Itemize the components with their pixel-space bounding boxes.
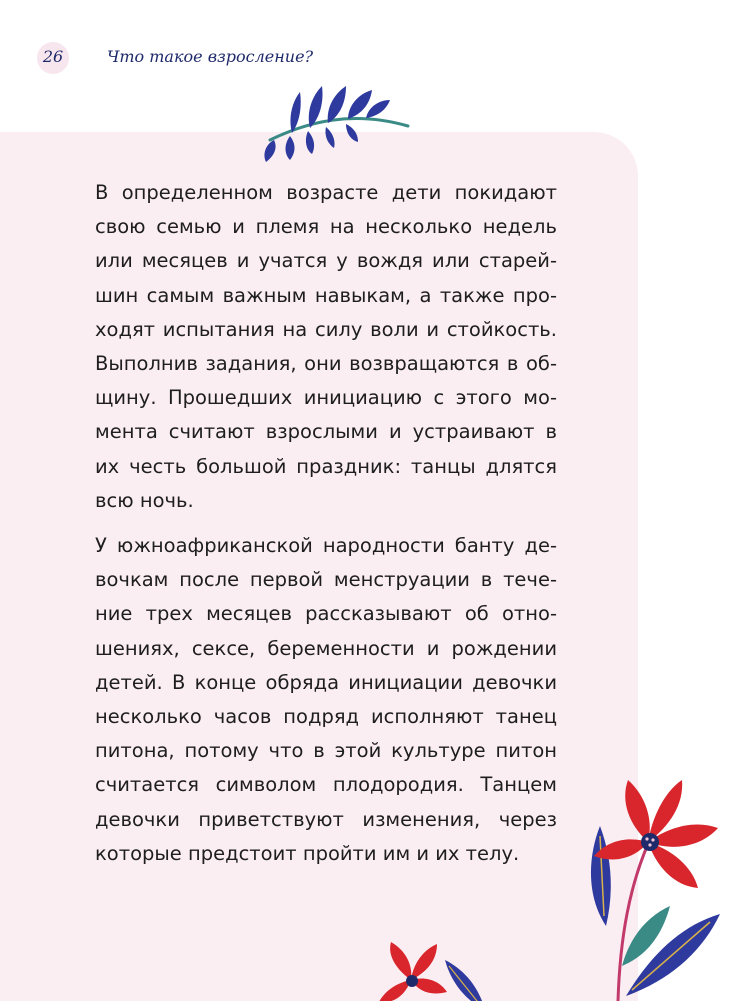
page-number: 26 — [42, 47, 64, 66]
chapter-title: Что такое взросление? — [107, 47, 314, 66]
small-red-flower-icon — [375, 940, 495, 1001]
fern-sprig-icon — [262, 78, 412, 163]
paragraph-1: В определенном возрасте дети покидают свою семью и племя на несколько недель или месяцев и учатся у вождя или старейшин самым важным навыкам, а также проходят испытания на силу воли и стойкость. Выполнив задания, они возвращаются в общину. Прошедших инициацию с этого момента считают взрослыми и устраивают в их честь большой праздник: танцы длятся всю ночь. — [95, 181, 557, 512]
red-flower-icon — [570, 766, 730, 1001]
paragraph-2: У южноафриканской народности банту девочкам после первой менструации в течение трех месяцев рассказывают об отношениях, сексе, беременности и рождении детей. В конце обряда инициации девочки несколько часов подряд исполняют танец питона, потому что в этой культуре питон считается символом плодородия. Танцем девочки приветствуют изменения, через которые предстоит пройти им и их телу. — [95, 534, 557, 865]
